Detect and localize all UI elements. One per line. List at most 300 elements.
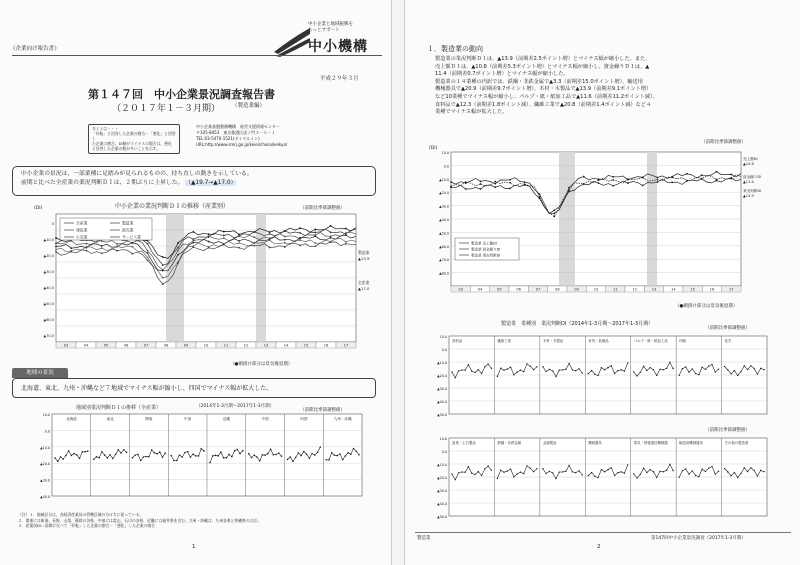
industry-marker	[715, 371, 716, 372]
industry-marker	[503, 370, 504, 371]
industry-marker	[711, 364, 712, 365]
industry-marker	[510, 366, 511, 367]
x-tick-label: 03	[63, 343, 69, 348]
y-tick-label: ▲10.0	[437, 463, 447, 467]
industry-marker	[545, 371, 546, 372]
chart4-industry-row-1	[425, 334, 777, 422]
series-marker	[314, 229, 316, 231]
industry-marker	[627, 464, 628, 465]
industry-marker	[724, 366, 725, 367]
industry-marker	[481, 373, 482, 374]
report-type: 《企業向け報告書》	[10, 46, 60, 52]
series-marker	[131, 246, 133, 248]
industry-marker	[562, 471, 563, 472]
series-marker	[162, 264, 164, 266]
di-note-line: と回答した企業の数が多いことを示す。	[92, 146, 161, 151]
region-marker	[164, 452, 166, 454]
series-marker	[314, 235, 316, 237]
region-marker	[200, 448, 202, 450]
series-marker	[345, 243, 347, 245]
series-marker	[101, 247, 103, 249]
series-marker	[208, 241, 210, 243]
industry-marker	[474, 372, 475, 373]
region-marker	[342, 459, 344, 461]
industry-marker	[711, 466, 712, 467]
industry-marker	[487, 363, 488, 364]
series-marker	[583, 183, 585, 185]
region-marker	[68, 450, 70, 452]
industry-marker	[568, 465, 569, 466]
region-marker	[192, 453, 194, 455]
x-tick-label: 07	[535, 287, 541, 292]
series-marker	[314, 245, 316, 247]
logo-tagline-1: 中小企業と地域振興を	[308, 22, 353, 27]
body-line: 製造業の業況判断ＤＩは、▲13.9（前期差2.5ポイント増）とマイナス幅が縮小した。また、	[435, 56, 651, 62]
y-tick-label: ▲30.0	[43, 270, 54, 274]
region-label: 東北	[106, 417, 114, 421]
series-marker	[299, 239, 301, 241]
region-marker	[143, 456, 145, 458]
region-marker	[173, 460, 175, 462]
region-marker	[132, 457, 134, 459]
region-marker	[181, 456, 183, 458]
series-marker	[55, 251, 57, 253]
industry-marker	[640, 474, 641, 475]
right-label: 全産業	[358, 280, 370, 285]
legend-label: 小売業	[76, 234, 88, 240]
chart3-foot: （●網掛け部分は景気後退期）	[675, 304, 738, 309]
series-marker	[177, 247, 179, 249]
series-marker	[147, 252, 149, 254]
chart1-di-label: (DI)	[34, 206, 43, 211]
region-marker	[328, 459, 330, 461]
industry-label: 印刷	[679, 339, 686, 343]
series-marker	[253, 231, 255, 233]
region-marker	[215, 455, 217, 457]
series-marker	[299, 227, 301, 229]
region-marker	[151, 449, 153, 451]
series-marker	[238, 240, 240, 242]
y-tick-label: ▲30.0	[439, 204, 449, 209]
industry-marker	[611, 365, 612, 366]
industry-marker	[582, 372, 583, 373]
section-body	[435, 56, 791, 117]
footnote: （注）１．地域区分は、各経済産業局の管轄区域の分け方に従っている。	[18, 512, 144, 517]
x-tick-label: 07	[143, 343, 149, 348]
industry-marker	[682, 368, 683, 369]
report-title: 第１４７回 中小企業景況調査報告書	[88, 88, 275, 101]
industry-marker	[672, 470, 673, 471]
y-tick-label: ▲20.0	[437, 374, 447, 378]
series-marker	[671, 176, 673, 178]
y-tick-label: ▲70.0	[43, 334, 54, 338]
series-marker	[686, 173, 688, 175]
industry-marker	[468, 364, 469, 365]
section-heading: １．製造業の動向	[427, 45, 483, 53]
legend-label: 全産業	[76, 220, 88, 226]
region-marker	[162, 456, 164, 458]
industry-marker	[458, 472, 459, 473]
series-marker	[299, 237, 301, 239]
x-tick-label: 17	[729, 287, 734, 292]
industry-marker	[559, 369, 560, 370]
industry-marker	[555, 478, 556, 479]
region-marker	[267, 453, 269, 455]
industry-marker	[458, 370, 459, 371]
y-tick-label: 0.0	[443, 164, 449, 169]
series-marker	[330, 225, 332, 227]
region-marker	[159, 451, 161, 453]
series-marker	[86, 250, 88, 252]
industry-label: パルプ・紙・紙加工品	[633, 339, 668, 343]
body-line: 業種でマイナス幅が拡大した。	[435, 109, 508, 116]
industry-marker	[572, 369, 573, 370]
region-marker	[264, 454, 266, 456]
chart2-regional-di	[30, 412, 370, 510]
industry-label: 金属製品	[542, 441, 557, 445]
region-marker	[292, 461, 294, 463]
region-text: 北海道、東北、九州・沖縄など７地域でマイナス幅が縮小し、四国でマイナス幅が拡大した。	[21, 385, 273, 392]
region-marker	[115, 454, 117, 456]
series-marker	[223, 244, 225, 246]
page-number-2: 2	[597, 544, 601, 550]
industry-marker	[601, 367, 602, 368]
page-1	[0, 0, 392, 565]
contact-line: 中小企業基盤整備機構 経営支援情報センター	[196, 124, 280, 129]
industry-marker	[468, 466, 469, 467]
industry-marker	[478, 369, 479, 370]
series-marker	[70, 251, 72, 253]
legend-label: 製造業 業況判断DI	[471, 253, 501, 258]
summary-line-2: 前期と比べた全産業の業況判断ＤＩは、２期ぶりに上昇した。	[21, 180, 184, 186]
industry-marker	[559, 471, 560, 472]
right-label: ▲13.9	[743, 194, 754, 198]
industry-marker	[624, 370, 625, 371]
industry-marker	[633, 371, 634, 372]
x-tick-label: 06	[123, 343, 129, 348]
region-section	[12, 368, 376, 402]
series-marker	[284, 236, 286, 238]
region-marker	[195, 455, 197, 457]
industry-marker	[692, 470, 693, 471]
contact-block	[196, 124, 366, 148]
region-marker	[339, 453, 341, 455]
industry-label: 繊維工業	[497, 339, 511, 343]
series-marker	[177, 254, 179, 256]
industry-marker	[526, 465, 527, 466]
industry-marker	[718, 369, 719, 370]
region-marker	[278, 452, 280, 454]
series-marker	[494, 186, 496, 188]
region-marker	[187, 451, 189, 453]
y-tick-label: ▲40.0	[439, 218, 449, 222]
region-marker	[84, 451, 86, 453]
series-marker	[657, 181, 659, 183]
body-line: など10業種でマイナス幅が縮小し、パルプ・紙・紙加工品で▲11.6（前期差11.2ポイント減）、	[435, 93, 658, 100]
industry-marker	[526, 363, 527, 364]
series-marker	[716, 171, 718, 173]
y-tick-label: ▲70.0	[439, 258, 449, 263]
region-marker	[317, 451, 319, 453]
industry-marker	[536, 366, 537, 367]
region-marker	[319, 446, 321, 448]
right-value: ▲17.0	[358, 286, 370, 291]
series-marker	[314, 242, 316, 244]
series-marker	[147, 243, 149, 245]
y-tick-label: 10.0	[441, 151, 449, 155]
series-marker	[345, 232, 347, 234]
series-marker	[192, 231, 194, 233]
region-marker	[101, 451, 103, 453]
industry-marker	[471, 370, 472, 371]
series-marker	[223, 235, 225, 237]
industry-marker	[688, 473, 689, 474]
series-marker	[524, 181, 526, 183]
region-marker	[190, 456, 192, 458]
series-marker	[238, 235, 240, 237]
industry-marker	[549, 369, 550, 370]
industry-label: 機械器具	[588, 441, 602, 445]
industry-marker	[624, 472, 625, 473]
series-marker	[509, 182, 511, 184]
industry-marker	[620, 369, 621, 370]
series-marker	[131, 242, 133, 244]
x-tick-label: 17	[343, 343, 349, 348]
industry-marker	[507, 470, 508, 471]
series-marker	[284, 242, 286, 244]
industry-marker	[565, 369, 566, 370]
industry-marker	[763, 369, 764, 370]
series-marker	[480, 183, 482, 185]
right-value: ▲13.9	[358, 256, 370, 261]
region-marker	[275, 454, 277, 456]
contact-line: TEL:03-5470-1521(ダイヤルイン)	[196, 136, 260, 141]
industry-marker	[682, 470, 683, 471]
industry-marker	[656, 477, 657, 478]
industry-marker	[542, 468, 543, 469]
industry-marker	[653, 369, 654, 370]
series-marker	[162, 283, 164, 285]
series-marker	[524, 184, 526, 186]
series-marker	[657, 179, 659, 181]
legend-label: 製造業 売上額DI	[471, 241, 497, 246]
industry-marker	[678, 375, 679, 376]
series-marker	[238, 247, 240, 249]
industry-marker	[594, 374, 595, 375]
industry-marker	[578, 470, 579, 471]
industry-marker	[455, 479, 456, 480]
chart4-note-1: （前期比季節調整値）	[705, 326, 750, 331]
series-marker	[539, 193, 541, 195]
region-label: 中部	[184, 417, 192, 421]
y-tick-label: ▲60.0	[43, 318, 54, 322]
region-marker	[212, 455, 214, 457]
industry-label: 木材・木製品	[542, 339, 564, 343]
series-marker	[716, 180, 718, 182]
y-tick-label: 10.0	[42, 413, 50, 417]
series-marker	[345, 228, 347, 230]
industry-marker	[727, 369, 728, 370]
region-marker	[170, 455, 172, 457]
region-marker	[295, 457, 297, 459]
chart4-industry-row-2	[425, 436, 777, 526]
x-tick-label: 09	[183, 343, 189, 348]
series-marker	[730, 177, 732, 179]
region-marker	[311, 453, 313, 455]
industry-marker	[497, 478, 498, 479]
series-marker	[598, 179, 600, 181]
series-marker	[147, 259, 149, 261]
region-marker	[325, 459, 327, 461]
industry-marker	[572, 471, 573, 472]
region-marker	[242, 450, 244, 452]
y-tick-label: ▲50.0	[437, 413, 447, 417]
region-marker	[220, 451, 222, 453]
right-label: ▲11.4	[743, 180, 754, 184]
series-marker	[612, 176, 614, 178]
series-marker	[208, 233, 210, 235]
region-marker	[270, 448, 272, 450]
x-tick-label: 05	[103, 343, 109, 348]
industry-marker	[692, 368, 693, 369]
series-marker	[70, 247, 72, 249]
series-marker	[671, 181, 673, 183]
region-marker	[148, 456, 150, 458]
industry-marker	[500, 469, 501, 470]
x-tick-label: 13	[651, 287, 657, 292]
series-marker	[553, 209, 555, 211]
body-line: 食料品で▲12.3（前期差1.8ポイント減）、繊維工業で▲20.8（前期差1.4ポイント減）など４	[435, 101, 652, 108]
chart4-title: 製造業 業種別 業況判断DI（2014年1-3月期～2017年1-3月期）	[501, 321, 654, 327]
x-tick-label: 10	[203, 343, 209, 348]
region-marker	[109, 454, 111, 456]
series-marker	[730, 174, 732, 176]
industry-marker	[627, 362, 628, 363]
x-tick-label: 16	[323, 343, 329, 348]
right-label: ▲10.8	[743, 162, 754, 166]
industry-marker	[591, 472, 592, 473]
header-rule	[12, 55, 382, 56]
region-marker	[223, 457, 225, 459]
industry-marker	[520, 471, 521, 472]
region-marker	[314, 454, 316, 456]
y-tick-label: ▲20.0	[40, 462, 50, 467]
industry-marker	[591, 370, 592, 371]
x-tick-label: 06	[516, 287, 521, 292]
series-marker	[345, 241, 347, 243]
series-marker	[612, 179, 614, 181]
series-marker	[553, 212, 555, 214]
region-marker	[184, 452, 186, 454]
region-marker	[134, 454, 136, 456]
industry-marker	[575, 370, 576, 371]
industry-marker	[715, 473, 716, 474]
chart3-di-label: (DI)	[429, 146, 438, 151]
region-marker	[358, 454, 360, 456]
industry-marker	[478, 471, 479, 472]
summary-line-2-wrap	[21, 179, 367, 188]
contact-line: 〒105-8453 東京都港区虎ノ門３－５－１	[196, 130, 276, 135]
region-marker	[298, 452, 300, 454]
series-marker	[509, 188, 511, 190]
report-subtitle-tag: （製造業編）	[232, 103, 266, 109]
legend-label: 製造業 資金繰りDI	[471, 247, 501, 252]
industry-marker	[669, 362, 670, 363]
region-marker	[251, 457, 253, 459]
series-marker	[299, 232, 301, 234]
industry-marker	[685, 366, 686, 367]
series-marker	[253, 242, 255, 244]
y-tick-label: ▲30.0	[437, 489, 447, 493]
series-marker	[701, 178, 703, 180]
x-tick-label: 09	[574, 287, 579, 292]
x-tick-label: 11	[613, 287, 618, 292]
series-marker	[583, 176, 585, 178]
industry-marker	[750, 467, 751, 468]
x-tick-label: 05	[497, 287, 502, 292]
series-marker	[131, 253, 133, 255]
region-marker	[259, 460, 261, 462]
industry-marker	[536, 468, 537, 469]
body-line: 機械器具で▲20.9（前期差9.7ポイント増）、木材・木製品で▲13.9（前期差9.1ポイント増）	[435, 86, 652, 93]
industry-marker	[523, 473, 524, 474]
region-marker	[65, 455, 67, 457]
industry-marker	[597, 375, 598, 376]
chart1-title: 中小企業の業況判断ＤＩの推移（産業別）	[115, 203, 230, 210]
series-marker	[223, 237, 225, 239]
series-marker	[539, 198, 541, 200]
series-marker	[162, 270, 164, 272]
industry-marker	[513, 476, 514, 477]
series-marker	[686, 180, 688, 182]
industry-marker	[649, 367, 650, 368]
series-marker	[177, 262, 179, 264]
legend-label: 製造業	[122, 220, 134, 226]
region-marker	[234, 450, 236, 452]
industry-marker	[666, 368, 667, 369]
series-marker	[116, 245, 118, 247]
industry-marker	[701, 469, 702, 470]
industry-marker	[575, 472, 576, 473]
region-marker	[104, 454, 106, 456]
industry-marker	[461, 471, 462, 472]
industry-marker	[753, 368, 754, 369]
region-marker	[253, 454, 255, 456]
contact-url[interactable]: URL:http://www.smrj.go.jp/keiei/chosa/keikyo/	[196, 142, 288, 147]
industry-marker	[471, 472, 472, 473]
industry-marker	[474, 474, 475, 475]
legend-label: 建設業	[76, 227, 88, 233]
region-marker	[334, 454, 336, 456]
body-line: 11.4（前期差0.7ポイント増）とマイナス幅が縮小した。	[435, 71, 569, 78]
region-marker	[347, 452, 349, 454]
y-tick-label: ▲80.0	[439, 271, 449, 276]
footnotes	[18, 512, 368, 529]
series-marker	[568, 187, 570, 189]
di-note-line: 「好転」と回答した企業の割合－「悪化」と回答し	[92, 131, 176, 141]
y-tick-label: ▲40.0	[437, 502, 447, 506]
region-marker	[112, 458, 114, 460]
region-label: 四国	[300, 417, 308, 421]
industry-marker	[730, 475, 731, 476]
region-label: 九州・沖縄	[333, 417, 352, 421]
industry-marker	[763, 471, 764, 472]
industry-marker	[640, 372, 641, 373]
region-marker	[217, 455, 219, 457]
right-label: 業況判断DI	[743, 189, 762, 193]
page-number-1: 1	[192, 544, 196, 550]
industry-label: その他の製造業	[724, 441, 749, 445]
